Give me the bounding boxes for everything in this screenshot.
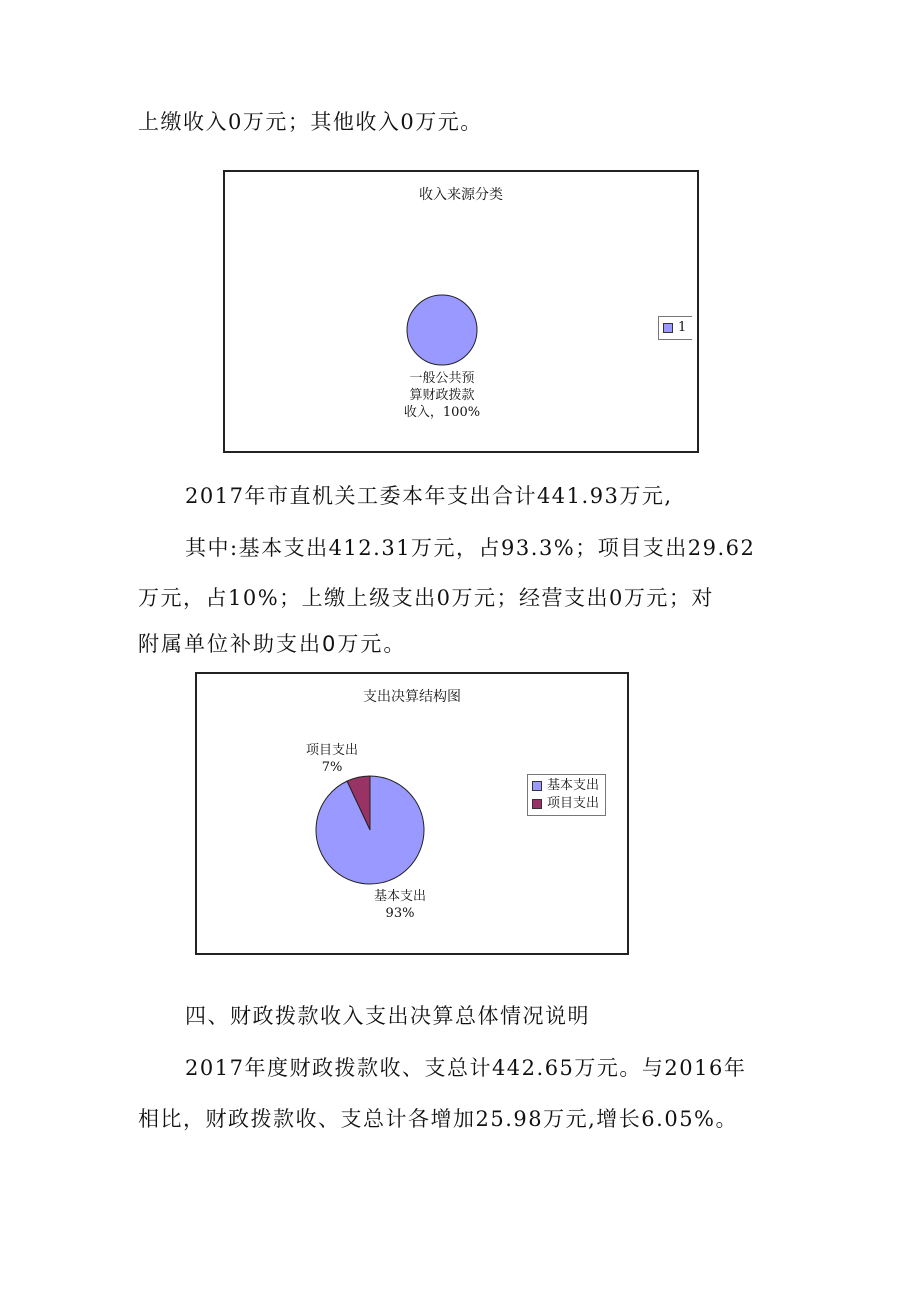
paragraph-line-8: 相比，财政拨款收、支总计各增加25.98万元,增长6.05%。 — [138, 1107, 739, 1131]
pie-data-label-project — [297, 742, 367, 776]
legend-label: 1 — [678, 320, 687, 335]
pie-label-line: 收入，100% — [403, 405, 481, 420]
legend-label: 基本支出 — [547, 778, 600, 793]
pie-data-label — [382, 370, 502, 421]
paragraph-line-2: 2017年市直机关工委本年支出合计441.93万元, — [185, 484, 673, 508]
pie-label-line: 基本支出 — [373, 889, 426, 904]
pie-label-line: 项目支出 — [305, 743, 358, 758]
pie-slice-general-budget — [407, 295, 477, 365]
expense-structure-chart — [195, 672, 629, 955]
paragraph-line-4: 万元，占10%；上缴上级支出0万元；经营支出0万元；对 — [138, 586, 714, 610]
legend-label: 项目支出 — [547, 796, 600, 811]
legend-swatch — [532, 799, 542, 809]
paragraph-line-7: 2017年度财政拨款收、支总计442.65万元。与2016年 — [185, 1056, 747, 1080]
pie-slice-basic — [316, 776, 424, 884]
pie-label-line: 7% — [321, 760, 343, 775]
pie-label-line: 算财政拨款 — [409, 388, 475, 403]
section-heading: 四、财政拨款收入支出决算总体情况说明 — [185, 1004, 590, 1028]
legend-item — [532, 795, 599, 813]
chart-legend — [527, 774, 606, 816]
legend-item — [532, 777, 599, 795]
legend-item — [663, 319, 686, 337]
chart-legend — [658, 316, 692, 340]
paragraph-line-5: 附属单位补助支出0万元。 — [138, 632, 407, 656]
pie-label-line: 93% — [385, 906, 415, 921]
legend-swatch — [663, 323, 673, 333]
pie-data-label-basic — [365, 888, 435, 922]
legend-swatch — [532, 781, 542, 791]
paragraph-line-3: 其中:基本支出412.31万元，占93.3%；项目支出29.62 — [185, 536, 756, 560]
chart-title: 支出决算结构图 — [363, 689, 461, 705]
chart-title: 收入来源分类 — [419, 187, 503, 203]
paragraph-line-1: 上缴收入0万元；其他收入0万元。 — [138, 110, 483, 134]
pie-label-line: 一般公共预 — [409, 371, 475, 386]
income-source-chart — [223, 170, 699, 453]
